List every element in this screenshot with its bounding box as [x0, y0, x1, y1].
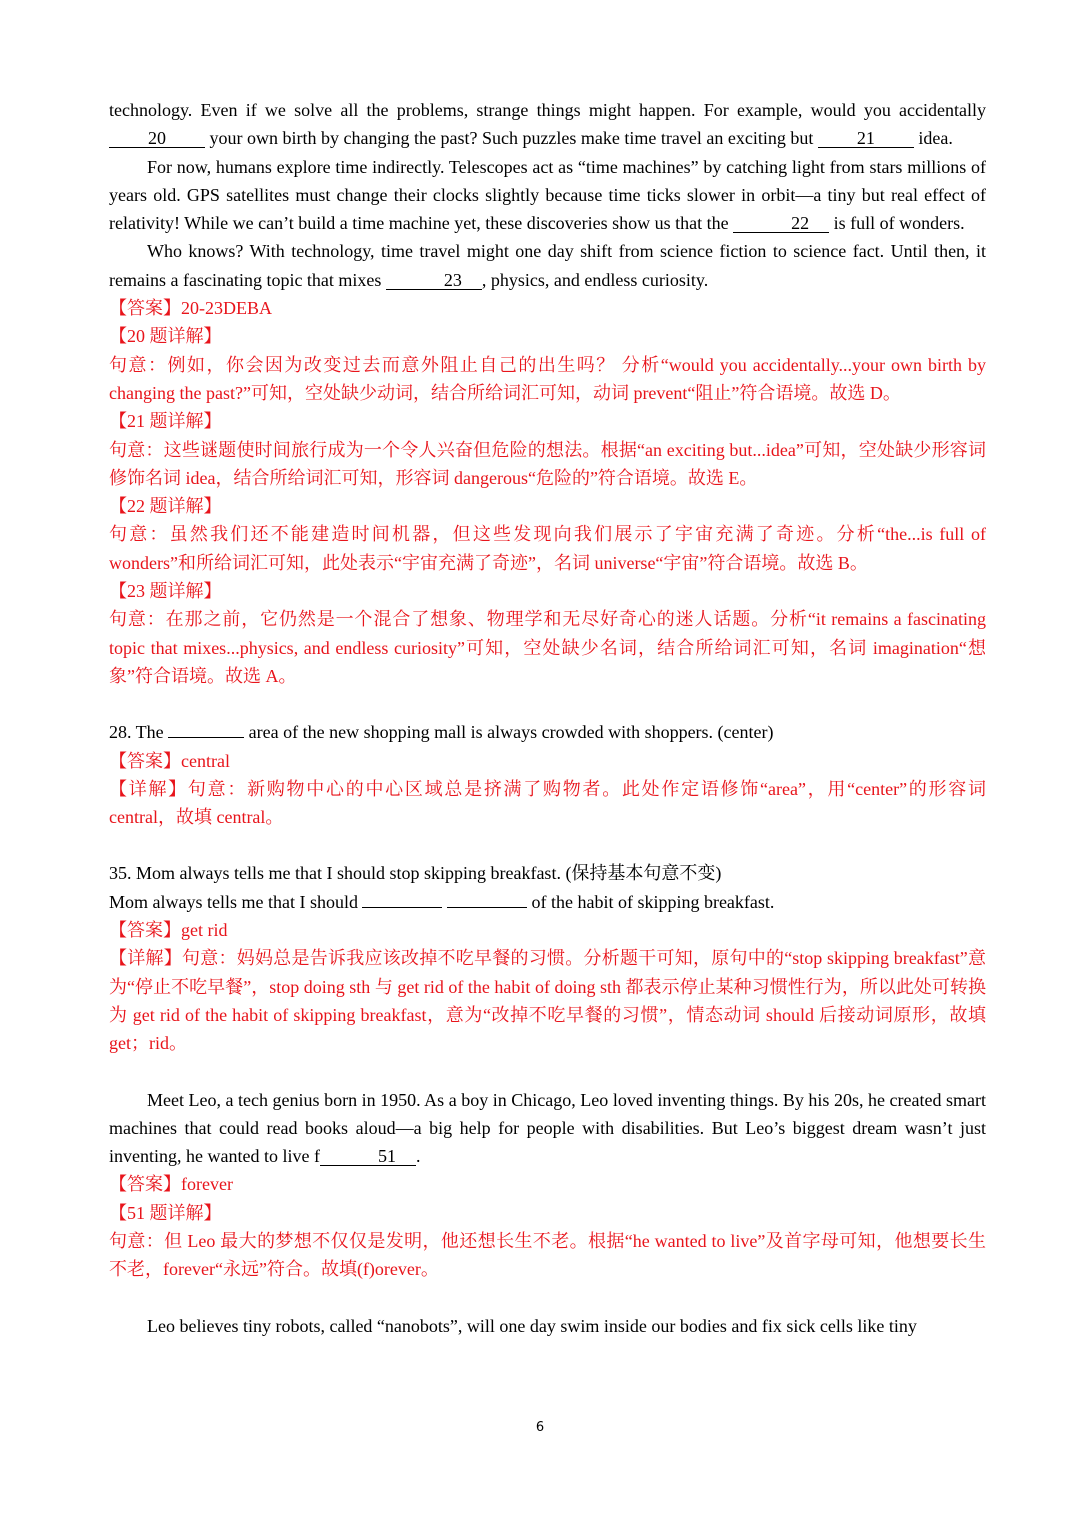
q51-heading: 【51 题详解】: [109, 1202, 222, 1223]
q20-heading: 【20 题详解】: [109, 326, 222, 347]
answer-51: 【答案】forever: [109, 1174, 233, 1195]
question-35: 35. Mom always tells me that I should stop skipping breakfast. (保持基本句意不变): [109, 863, 722, 884]
passage-paragraph-1: technology. Even if we solve all the problems, strange things might happen. For example, would you accidentally 20 your own birth by changing the past? Such puzzles make time travel an exciting but 21 idea.: [109, 100, 986, 149]
blank-23: 23: [386, 271, 482, 290]
passage-paragraph-3: Who knows? With technology, time travel might one day shift from science fiction to science fact. Until then, it remains a fascinating topic that mixes 23 , physics, and endless curiosity.: [109, 241, 986, 290]
blank-28: [168, 719, 244, 738]
page-content: [109, 96, 986, 1340]
q21-heading: 【21 题详解】: [109, 411, 222, 432]
q23-heading: 【23 题详解】: [109, 581, 222, 602]
detail-28: 【详解】句意：新购物中心的中心区域总是挤满了购物者。此处作定语修饰“area”，用“center”的形容词 central，故填 central。: [109, 778, 986, 828]
question-28: 28. The area of the new shopping mall is always crowded with shoppers. (center): [109, 718, 986, 746]
blank-35-a: [362, 889, 442, 908]
blank-22: 22: [733, 214, 829, 233]
detail-35: 【详解】句意：妈妈总是告诉我应该改掉不吃早餐的习惯。分析题干可知，原句中的“stop skipping breakfast”意为“停止不吃早餐”，stop doing sth 与 get rid of the habit of doing sth 都表示停止某种习惯性行为，所以此处可转换为 get rid of the habit of skipping breakfast，意为“改掉不吃早餐的习惯”，情态动词 should 后接动词原形，故填 get；rid。: [109, 948, 986, 1054]
question-35-rewrite: Mom always tells me that I should of the habit of skipping breakfast.: [109, 888, 986, 916]
answer-35: 【答案】get rid: [109, 920, 228, 941]
q20-explanation: 句意：例如，你会因为改变过去而意外阻止自己的出生吗？ 分析“would you accidentally...your own birth by changing the past?”可知，空处缺少动词，结合所给词汇可知，动词 prevent“阻止”符合语境。故选 D。: [109, 354, 986, 403]
q21-explanation: 句意：这些谜题使时间旅行成为一个令人兴奋但危险的想法。根据“an exciting but...idea”可知，空处缺少形容词修饰名词 idea，结合所给词汇可知，形容词 dangerous“危险的”符合语境。故选 E。: [109, 439, 986, 488]
q51-explanation: 句意：但 Leo 最大的梦想不仅仅是发明，他还想长生不老。根据“he wanted to live”及首字母可知，他想要长生不老，forever“永远”符合。故填(f)orever。: [109, 1230, 986, 1280]
blank-20: 20: [109, 129, 205, 148]
passage-2-next-paragraph: Leo believes tiny robots, called “nanobots”, will one day swim inside our bodies and fix sick cells like tiny: [147, 1315, 917, 1336]
q22-heading: 【22 题详解】: [109, 496, 222, 517]
blank-35-b: [447, 889, 527, 908]
blank-51: 51: [320, 1147, 416, 1166]
q22-explanation: 句意：虽然我们还不能建造时间机器，但这些发现向我们展示了宇宙充满了奇迹。分析“the...is full of wonders”和所给词汇可知，此处表示“宇宙充满了奇迹”，名词 universe“宇宙”符合语境。故选 B。: [109, 524, 986, 573]
blank-21: 21: [818, 129, 914, 148]
passage-2-paragraph: Meet Leo, a tech genius born in 1950. As a boy in Chicago, Leo loved inventing things. By his 20s, he created smart machines that could read books aloud—a big help for people with disabilities. But Leo’s biggest dream wasn’t just inventing, he wanted to live f 51 .: [109, 1089, 986, 1167]
passage-paragraph-2: For now, humans explore time indirectly. Telescopes act as “time machines” by catching light from stars millions of years old. GPS satellites must change their clocks slightly because time ticks slower in orbit—a tiny but real effect of relativity! While we can’t build a time machine yet, these discoveries show us that the 22 is full of wonders.: [109, 156, 986, 234]
q23-explanation: 句意：在那之前，它仍然是一个混合了想象、物理学和无尽好奇心的迷人话题。分析“it remains a fascinating topic that mixes...physics, and endless curiosity”可知，空处缺少名词，结合所给词汇可知，名词 imagination“想象”符合语境。故选 A。: [109, 609, 986, 686]
page-number: 6: [535, 1420, 545, 1435]
answer-28: 【答案】central: [109, 750, 230, 771]
answer-20-23: 【答案】20-23DEBA: [109, 298, 272, 319]
